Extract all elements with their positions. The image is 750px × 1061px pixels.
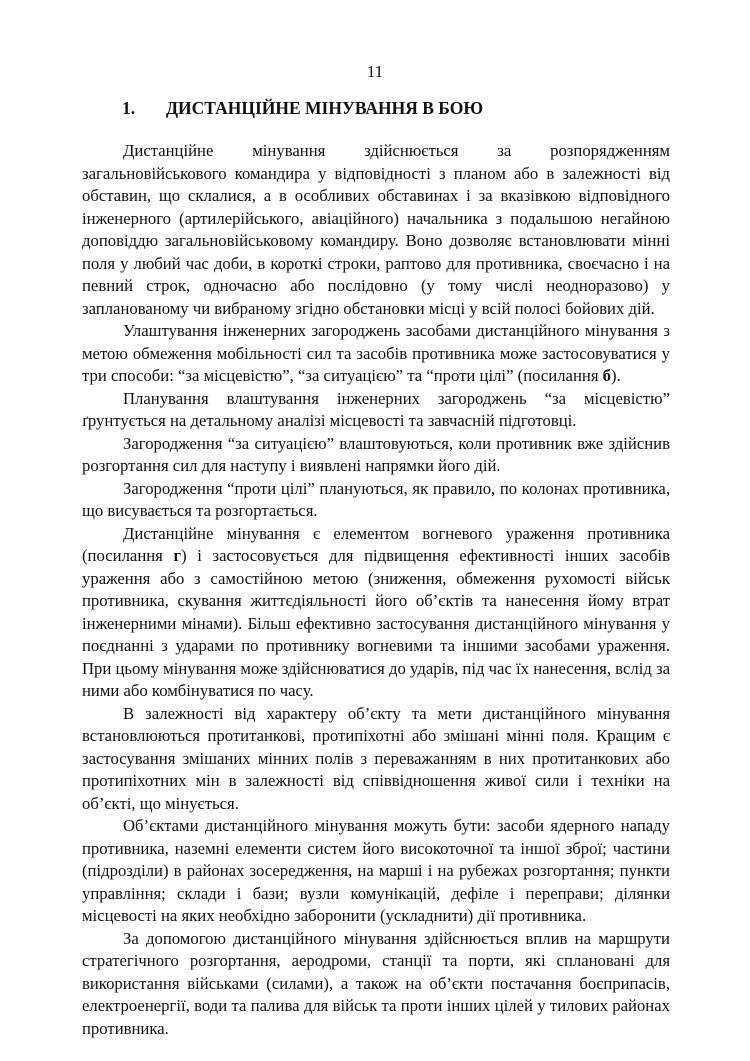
paragraph: Планування влаштування інженерних загороджень “за місцевістю” ґрунтується на детальному аналізі місцевості та завчасній підготовці. <box>82 388 670 430</box>
reference-letter: б <box>602 366 612 385</box>
section-title: ДИСТАНЦІЙНЕ МІНУВАННЯ В БОЮ <box>166 98 484 118</box>
paragraph: Загородження “за ситуацією” влаштовуються, коли противник вже здійснив розгортання сил для наступу і виявлені напрямки його дій. <box>82 433 670 475</box>
body-text <box>82 140 670 1040</box>
paragraph-text: Дистанційне мінування є елементом вогневого ураження противника (посилання <box>82 523 670 565</box>
reference-letter: г <box>173 546 182 565</box>
page-number: 11 <box>366 62 384 81</box>
paragraph-text: Улаштування інженерних загороджень засобами дистанційного мінування з метою обмеження мобільності сил та засобів противника може застосовуватися у три способи: “за місцевістю”, “за ситуацією” та “проти цілі” (посилання <box>82 321 670 385</box>
paragraph <box>82 320 670 388</box>
paragraph: За допомогою дистанційного мінування здійснюється вплив на маршрути стратегічного розгортання, аеродроми, станції та порти, які сплановані для використання військами (силами), а також на об’єкти постачання боєприпасів, електроенергії, води та палива для військ та проти інших цілей у тилових районах противника. <box>82 928 670 1038</box>
paragraph: В залежності від характеру об’єкту та мети дистанційного мінування встановлюються протитанкові, протипіхотні або змішані мінні поля. Кращим є застосування змішаних мінних полів з переважанням в них протитанкових або протипіхотних мін в залежності від співвідношення живої сили і техніки на об’єкті, що мінується. <box>82 703 670 813</box>
paragraph <box>82 523 670 703</box>
paragraph: Об’єктами дистанційного мінування можуть бути: засоби ядерного нападу противника, наземні елементи систем його високоточної та іншої зброї; частини (підрозділи) в районах зосередження, на марші і на рубежах розгортання; пункти управління; склади і бази; вузли комунікацій, дефіле і переправи; ділянки місцевості на яких необхідно заборонити (ускладнити) дії противника. <box>82 816 670 925</box>
paragraph: Загородження “проти цілі” плануються, як правило, по колонах противника, що висувається та розгортається. <box>82 478 670 520</box>
section-number: 1. <box>122 98 136 118</box>
paragraph: Дистанційне мінування здійснюється за розпорядженням загальновійськового командира у відповідності з планом або в залежності від обставин, що склалися, а в особливих обставинах і за вказівкою відповідного інженерного (артилерійського, авіаційного) начальника з подальшою негайною доповіддю загальновійськовому командиру. Воно дозволяє встановлювати мінні поля у любий час доби, в короткі строки, раптово для противника, своєчасно і на певний строк, одночасно або послідовно (у тому числі неодноразово) у запланованому чи вибраному згідно обстановки місці у всій полосі бойових дій. <box>82 141 670 318</box>
section-heading <box>122 96 682 120</box>
paragraph-text: ) і застосовується для підвищення ефективності інших засобів ураження або з самостійною метою (зниження, обмеження рухомості військ противника, скування життєдіяльності його об’єктів та нанесення йому втрат інженерними мінами). Більш ефективно застосування дистанційного мінування у поєднанні з ударами по противнику вогневими та іншими засобами ураження. При цьому мінування може здійснюватися до ударів, під час їх нанесення, вслід за ними або комбінуватися по часу. <box>82 546 670 700</box>
paragraph-text: ). <box>611 366 621 385</box>
